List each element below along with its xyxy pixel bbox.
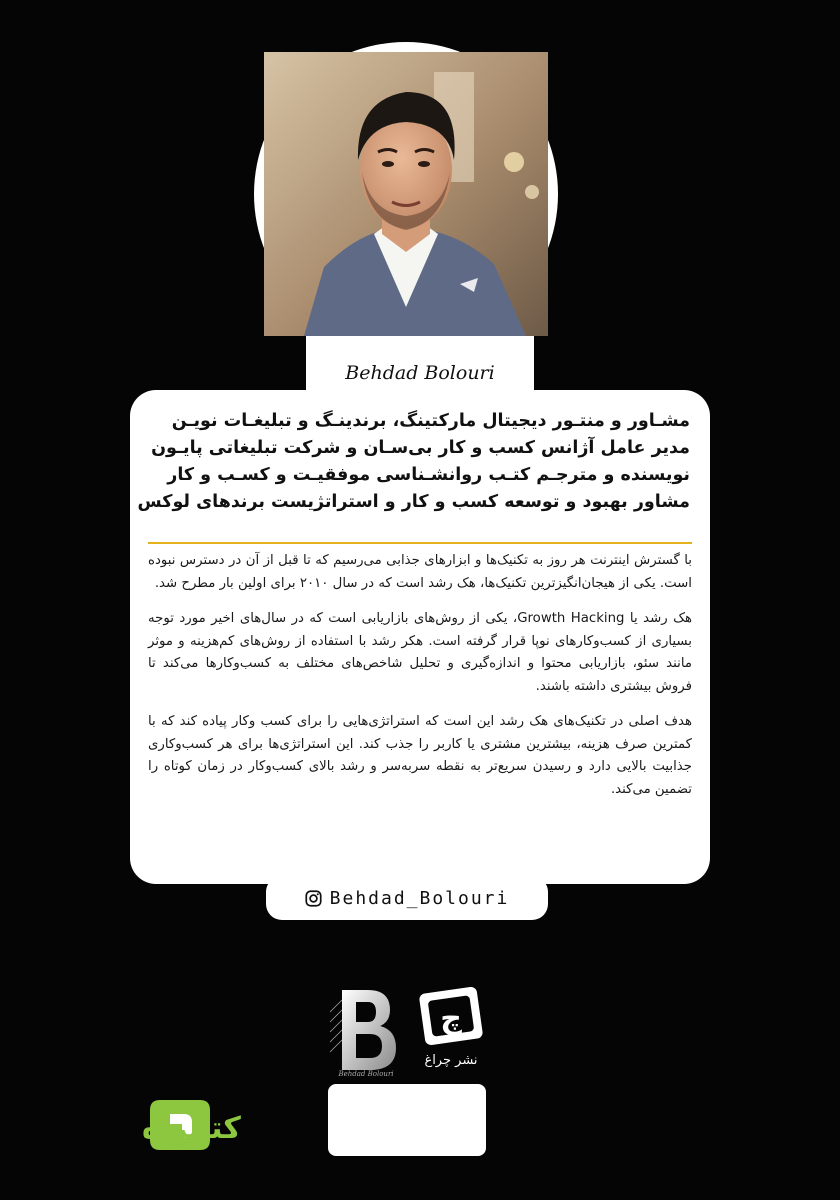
publisher-name: نشر چراغ — [424, 1053, 478, 1068]
ketabrah-logo — [34, 1092, 241, 1158]
ketabrah-wordmark: کتابراه — [142, 1111, 241, 1146]
headline-line: نویسنده و مترجـم کتـب روانشـناسی موفقیـت و کسـب و کار — [167, 465, 690, 485]
barcode-box — [328, 1084, 486, 1156]
instagram-icon — [305, 890, 322, 907]
description-paragraph: هک رشد یا Growth Hacking، یکی از روش‌های بازاریابی است که در سال‌های اخیر مورد توجه بسیاری از کسب‌وکارهای نوپا قرار گرفته است. هکر رشد با استفاده از روش‌های کم‌هزینه و موثر مانند سئو، بازاریابی محتوا و اندازه‌گیری و تحلیل شاخص‌های مختلف به کسب‌وکارها می‌کند تا فروش بیشتری داشته باشند. — [148, 611, 693, 694]
accent-divider — [148, 542, 692, 544]
headline-line: مشـاور و منتـور دیجیتال مارکتینگ، برندینـگ و تبلیغـات نویـن — [171, 411, 690, 431]
behdad-bolouri-logo — [328, 982, 404, 1078]
description-block — [148, 550, 692, 814]
behdad-bolouri-logo-caption: Behdad Bolouri — [338, 1070, 394, 1078]
headline-block — [137, 408, 690, 516]
instagram-handle-badge — [266, 876, 548, 920]
description-paragraph: هدف اصلی در تکنیک‌های هک رشد این است که استراتژی‌هایی را برای کسب وکار پیاده کند که با کمترین صرف هزینه، بیشترین مشتری یا کاربر را جذب کند. این استراتژی‌ها برای هر کسب‌وکاری جذابیت بالایی دارد و رسیدن سریع‌تر به نقطه سربه‌سر و رشد بالای کسب‌وکار در زمان کوتاه را تضمین می‌کند. — [148, 714, 692, 797]
publisher-mark: چ — [440, 1001, 462, 1036]
author-signature: Behdad Bolouri — [345, 362, 495, 384]
headline-line: مدیر عامل آژانس کسب و کار بی‌سـان و شرکت تبلیغاتی پایـون — [151, 438, 690, 458]
description-paragraph: با گسترش اینترنت هر روز به تکنیک‌ها و ابزارهای جذابی می‌رسیم که تا قبل از آن در دسترس نبوده است. یکی از هیجان‌انگیزترین تکنیک‌ها، هک رشد است که در سال ۲۰۱۰ برای اولین بار مطرح شد. — [148, 553, 692, 591]
headline-line: مشاور بهبود و توسعه کسب و کار و استراتژیست برندهای لوکس — [137, 492, 690, 512]
instagram-handle: Behdad_Bolouri — [329, 887, 510, 909]
author-photo — [264, 52, 548, 336]
cheragh-publisher-logo — [416, 984, 486, 1076]
